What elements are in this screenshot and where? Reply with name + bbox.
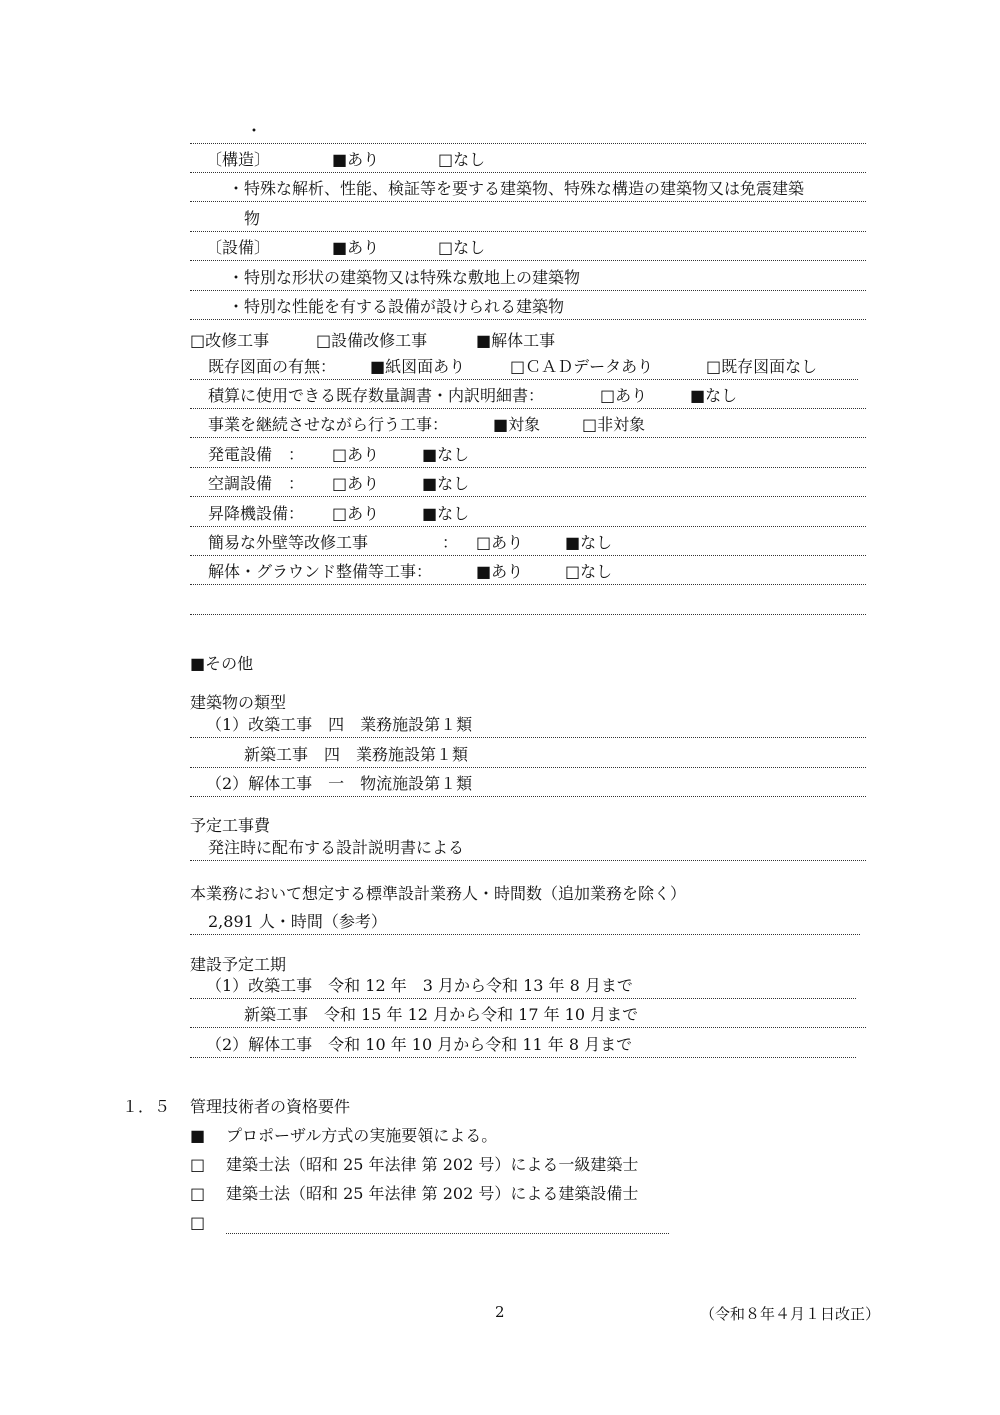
structure-note-line2: 物 [190, 202, 866, 232]
exterior-row: 簡易な外壁等改修工事 ： □あり ■なし [190, 526, 866, 556]
equipment-note-line1: ・特別な形状の建築物又は特殊な敷地上の建築物 [190, 261, 866, 291]
requirement-blank-line [226, 1233, 669, 1234]
existing-drawings-none: □既存図面なし [706, 357, 818, 376]
requirement-box-1: ■ [190, 1126, 206, 1145]
top-line [190, 114, 866, 144]
schedule-line1: （1）改築工事 令和 12 年 3 月から令和 13 年 8 月まで [190, 969, 856, 999]
demolition-ground-row: 解体・グラウンド整備等工事： ■あり □なし [190, 555, 866, 585]
schedule-line3: （2）解体工事 令和 10 年 10 月から令和 11 年 8 月まで [190, 1028, 856, 1058]
equipment-option-no: □なし [438, 238, 486, 257]
existing-drawings-label: 既存図面の有無： [208, 357, 337, 376]
standard-hours-line: 2,891 人・時間（参考） [190, 905, 860, 935]
requirement-text-3: 建築士法（昭和 25 年法律 第 202 号）による建築設備士 [226, 1184, 639, 1203]
schedule-line2: 新築工事 令和 15 年 12 月から令和 17 年 10 月まで [190, 998, 866, 1028]
other-heading: ■その他 [190, 654, 254, 673]
power-row: 発電設備 ： □あり ■なし [190, 438, 866, 468]
hvac-row: 空調設備 ： □あり ■なし [190, 467, 866, 497]
structure-note-line1: ・特殊な解析、性能、検証等を要する建築物、特殊な構造の建築物又は免震建築 [190, 172, 866, 202]
empty-line [190, 585, 866, 615]
section-title: 管理技術者の資格要件 [190, 1097, 351, 1116]
requirement-box-4: □ [190, 1213, 206, 1232]
structure-option-no: □なし [438, 150, 486, 169]
building-type-line2: 新築工事 四 業務施設第１類 [190, 738, 866, 768]
continued-business-row: 事業を継続させながら行う工事： ■対象 □非対象 [190, 408, 866, 438]
work-type-equipment-renovation: □設備改修工事 [316, 331, 428, 350]
requirement-box-3: □ [190, 1184, 206, 1203]
requirement-text-2: 建築士法（昭和 25 年法律 第 202 号）による一級建築士 [226, 1155, 639, 1174]
existing-drawings-cad: □ＣＡＤデータあり [510, 357, 654, 376]
structure-row [190, 143, 866, 173]
work-type-demolition: ■解体工事 [476, 331, 556, 350]
page-number: 2 [495, 1303, 505, 1321]
planned-cost-heading: 予定工事費 [190, 816, 271, 835]
quantity-docs-row: 積算に使用できる既存数量調書・内訳明細書： □あり ■なし [190, 379, 866, 409]
revision-note: （令和８年４月１日改正） [700, 1305, 881, 1323]
requirement-box-2: □ [190, 1155, 206, 1174]
building-type-line3: （2）解体工事 一 物流施設第１類 [190, 767, 866, 797]
section-number: １．５ [122, 1097, 171, 1116]
existing-drawings-row [190, 350, 858, 380]
work-type-renovation: □改修工事 [190, 331, 270, 350]
building-type-line1: （1）改築工事 四 業務施設第１類 [190, 708, 866, 738]
elevator-row: 昇降機設備： □あり ■なし [190, 497, 866, 527]
existing-drawings-paper: ■紙図面あり [370, 357, 466, 376]
standard-hours-heading: 本業務において想定する標準設計業務人・時間数（追加業務を除く） [190, 884, 687, 903]
equipment-note-line2: ・特別な性能を有する設備が設けられる建築物 [190, 290, 866, 320]
structure-option-yes: ■あり [332, 150, 380, 169]
structure-label: 〔構造〕 [206, 150, 271, 169]
requirement-text-1: プロポーザル方式の実施要領による。 [226, 1126, 498, 1145]
equipment-row [190, 231, 866, 261]
top-bullet: ・ [246, 121, 263, 140]
building-type-heading: 建築物の類型 [190, 693, 287, 712]
equipment-option-yes: ■あり [332, 238, 380, 257]
planned-cost-line: 発注時に配布する設計説明書による [190, 831, 866, 861]
equipment-label: 〔設備〕 [206, 238, 271, 257]
schedule-heading: 建設予定工期 [190, 955, 287, 974]
